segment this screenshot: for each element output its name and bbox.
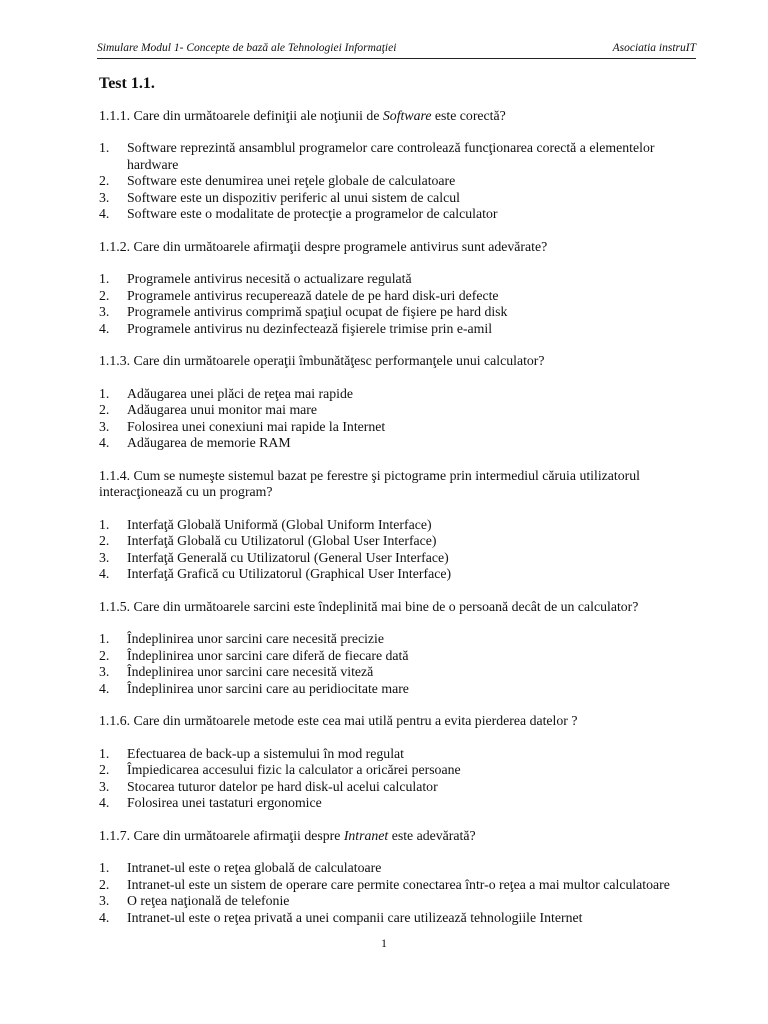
answer-number: 3. (99, 778, 110, 794)
question-text-part: 1.1.1. Care din următoarele definiţii ale noţiunii de (99, 107, 383, 123)
answer-option (99, 877, 699, 894)
answer-list (99, 860, 699, 926)
answer-option (99, 746, 699, 763)
answer-option (99, 517, 699, 534)
answer-option (99, 566, 699, 583)
answer-number: 1. (99, 385, 110, 401)
answer-option (99, 631, 699, 648)
answer-text: Folosirea unei tastaturi ergonomice (127, 795, 322, 810)
answer-number: 1. (99, 631, 110, 646)
answer-option (99, 779, 699, 796)
answer-number: 4. (99, 909, 110, 925)
answer-number: 2. (99, 762, 110, 777)
answer-number: 1. (99, 271, 110, 286)
page-number: 1 (381, 936, 387, 950)
question-text (99, 713, 699, 730)
answer-text: Adăugarea unei plăci de reţea mai rapide (127, 385, 353, 401)
question-text-part: 1.1.2. Care din următoarele afirmaţii despre programele antivirus sunt adevărate? (99, 238, 548, 254)
question-term: Software (382, 107, 432, 123)
answer-option (99, 795, 699, 812)
answer-option (99, 321, 699, 338)
answer-text: Adăugarea de memorie RAM (127, 435, 291, 450)
question-text-part: este corectă? (431, 107, 506, 123)
answer-text: Adăugarea unui monitor mai mare (127, 402, 318, 417)
answer-option (99, 271, 699, 288)
answer-number: 1. (99, 516, 110, 532)
answer-text: Împiedicarea accesului fizic la calculator a oricărei persoane (127, 762, 461, 777)
answer-number: 3. (99, 418, 110, 434)
answer-text: Interfaţă Generală cu Utilizatorul (General User Interface) (127, 549, 449, 565)
answer-option (99, 435, 699, 452)
answer-number: 2. (99, 647, 110, 663)
question-text (99, 353, 699, 370)
answer-option (99, 762, 699, 779)
answer-number: 4. (99, 435, 110, 450)
answer-option (99, 419, 699, 436)
answer-option (99, 190, 699, 207)
answer-option (99, 860, 699, 877)
answer-text: Software este denumirea unei reţele globale de calculatoare (127, 173, 456, 188)
answer-text: O reţea naţională de telefonie (127, 893, 290, 908)
answer-number: 2. (99, 287, 110, 303)
answer-option (99, 533, 699, 550)
answer-number: 1. (99, 860, 110, 875)
answer-text: Software reprezintă ansamblul programelor care controlează funcţionarea corectă a elementelor hardware (127, 140, 655, 172)
answer-option (99, 681, 699, 698)
answer-number: 2. (99, 876, 110, 892)
answer-option (99, 304, 699, 321)
answer-option (99, 206, 699, 223)
answer-list (99, 271, 699, 337)
answer-text: Intranet-ul este un sistem de operare care permite conectarea într-o reţea a mai multor calculatoare (127, 876, 670, 892)
answer-text: Programele antivirus comprimă spaţiul ocupat de fişiere pe hard disk (127, 304, 508, 319)
answer-text: Folosirea unei conexiuni mai rapide la Internet (127, 418, 386, 434)
answer-number: 4. (99, 566, 110, 581)
question-text (99, 599, 699, 616)
answer-option (99, 648, 699, 665)
answer-text: Programele antivirus recuperează datele de pe hard disk-uri defecte (127, 287, 499, 303)
answer-number: 1. (99, 140, 110, 155)
question-list (99, 108, 699, 927)
answer-text: Interfaţă Globală Uniformă (Global Uniform Interface) (127, 516, 432, 532)
answer-text: Software este un dispozitiv periferic al unui sistem de calcul (127, 189, 460, 205)
answer-text: Interfaţă Globală cu Utilizatorul (Global User Interface) (127, 533, 437, 548)
answer-number: 3. (99, 189, 110, 205)
answer-text: Îndeplinirea unor sarcini care diferă de fiecare dată (127, 647, 409, 663)
answer-text: Intranet-ul este o reţea privată a unei companii care utilizează tehnologiile Internet (127, 909, 583, 925)
answer-option (99, 893, 699, 910)
header-organization: Asociatia instruIT (612, 42, 696, 54)
question-text (99, 468, 699, 501)
answer-number: 4. (99, 795, 110, 810)
answer-list (99, 746, 699, 812)
question-text-part: 1.1.7. Care din următoarele afirmaţii despre (99, 827, 344, 843)
answer-list (99, 517, 699, 583)
answer-option (99, 173, 699, 190)
answer-option (99, 550, 699, 567)
answer-number: 2. (99, 173, 110, 188)
answer-list (99, 386, 699, 452)
document-body (99, 76, 699, 942)
question-text-part: 1.1.6. Care din următoarele metode este cea mai utilă pentru a evita pierderea datelor ? (99, 713, 578, 728)
answer-option (99, 402, 699, 419)
answer-number: 4. (99, 320, 110, 336)
question-text-part: este adevărată? (388, 827, 476, 843)
answer-text: Intranet-ul este o reţea globală de calculatoare (127, 860, 382, 875)
answer-number: 3. (99, 304, 110, 319)
test-title: Test 1.1. (99, 75, 155, 92)
page-header (97, 40, 696, 59)
answer-list (99, 140, 699, 223)
answer-text: Îndeplinirea unor sarcini care necesită precizie (127, 631, 385, 646)
answer-number: 1. (99, 745, 110, 761)
question-term: Intranet (343, 827, 389, 843)
answer-number: 3. (99, 893, 110, 908)
answer-option (99, 140, 699, 173)
answer-option (99, 288, 699, 305)
answer-number: 4. (99, 206, 110, 221)
answer-text: Software este o modalitate de protecţie a programelor de calculator (127, 206, 498, 221)
answer-text: Efectuarea de back-up a sistemului în mod regulat (127, 745, 404, 761)
header-course-title: Simulare Modul 1- Concepte de bază ale Tehnologiei Informaţiei (97, 42, 397, 54)
question-text (99, 108, 699, 125)
answer-text: Îndeplinirea unor sarcini care au peridiocitate mare (127, 680, 409, 696)
answer-number: 3. (99, 549, 110, 565)
answer-option (99, 386, 699, 403)
answer-option (99, 910, 699, 927)
answer-text: Îndeplinirea unor sarcini care necesită viteză (127, 664, 374, 679)
answer-number: 3. (99, 664, 110, 679)
answer-text: Interfaţă Grafică cu Utilizatorul (Graphical User Interface) (127, 566, 452, 581)
question-text-part: 1.1.4. Cum se numeşte sistemul bazat pe ferestre şi pictograme prin intermediul căruia utilizatorul interacţionează cu un program? (99, 467, 640, 499)
answer-text: Programele antivirus necesită o actualizare regulată (127, 271, 412, 286)
answer-number: 2. (99, 533, 110, 548)
question-text-part: 1.1.3. Care din următoarele operaţii îmbunătăţesc performanţele unui calculator? (99, 353, 545, 368)
question-text-part: 1.1.5. Care din următoarele sarcini este îndeplinită mai bine de o persoană decât de un calculator? (99, 598, 639, 614)
answer-text: Stocarea tuturor datelor pe hard disk-ul acelui calculator (127, 778, 438, 794)
answer-number: 4. (99, 680, 110, 696)
question-text (99, 828, 699, 845)
answer-option (99, 664, 699, 681)
answer-list (99, 631, 699, 697)
answer-text: Programele antivirus nu dezinfectează fişierele trimise prin e-amil (127, 320, 493, 336)
question-text (99, 239, 699, 256)
answer-number: 2. (99, 402, 110, 417)
